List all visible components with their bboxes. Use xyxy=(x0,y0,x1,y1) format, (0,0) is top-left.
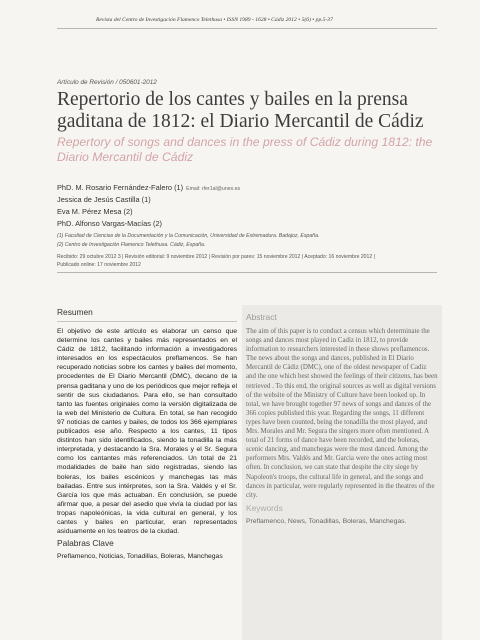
dates-line: Publicado online: 17 noviembre 2012 xyxy=(57,262,141,268)
dates-line: Recibido: 29 octubre 2012 3 | Revisión editorial: 9 noviembre 2012 | Revisión por pares: 15 noviembre 2012 | Aceptado: 16 noviembre 2012 | xyxy=(57,254,375,260)
abstract-heading: Abstract xyxy=(246,312,277,322)
article-title-spanish: Repertorio de los cantes y bailes en la prensa gaditana de 1812: el Diario Mercantil de Cádiz xyxy=(57,89,424,132)
author-line xyxy=(57,206,457,218)
author-line xyxy=(57,182,457,194)
author-name: Jessica de Jesús Castilla (1) xyxy=(57,195,151,204)
resumen-heading: Resumen xyxy=(57,307,237,322)
affiliation: (1) Facultad de Ciencias de la Documentación y la Comunicación, Universidad de Extremadura. Badajoz, España. xyxy=(57,233,320,239)
affiliation: (2) Centro de Investigación Flamenco Telethusa. Cádiz, España. xyxy=(57,242,206,248)
dates-rule xyxy=(57,272,437,273)
palabras-clave-heading: Palabras Clave xyxy=(57,538,114,549)
publication-dates xyxy=(57,253,437,269)
author-email[interactable]: Email: rfer1al@unex.es xyxy=(186,186,241,192)
resumen-text: El objetivo de este artículo es elaborar un censo que determine los cantes y bailes más representados en el Cádiz de 1812, facilitando información a investigadores interesados en los espectáculos preflamencos. Se han recuperado noticias sobre los cantes y bailes del momento, procedentes de El Diario Mercantil (DMC), decano de la prensa gaditana y uno de los periódicos que mejor refleja el sentir de sus ciudadanos. Para ello, se han consultado tanto las fuentes originales como la versión digitalizada de la web del Ministerio de Cultura. En total, se han recogido 97 noticias de cantes y bailes, de todos los 366 ejemplares publicados ese año. Respecto a los cantes, 11 tipos distintos han sido identificados, siendo la tonadilla la más interpretada, y destacando la Sra. Morales y el Sr. Segura como los cantantes más referenciados. Un total de 21 modalidades de baile han sido registradas, siendo las boleras, los bailes escénicos y manchegas las más bailadas. Entre sus intérpretes, son la Sra. Valdés y el Sr. García los que más actuaban. En conclusión, se puede afirmar que, a pesar del asedio que vivía la ciudad por las tropas napoleónicas, la vida cultural en general, y los cantes y bailes en particular, eran representados asiduamente en los teatros de la ciudad. xyxy=(57,328,237,536)
author-name: PhD. M. Rosario Fernández-Falero (1) xyxy=(57,183,184,192)
palabras-clave-text: Preflamenco, Noticias, Tonadillas, Boleras, Manchegas xyxy=(57,553,223,561)
resumen-column xyxy=(57,307,237,561)
author-line xyxy=(57,218,457,230)
abstract-column xyxy=(246,312,438,526)
article-title-english: Repertory of songs and dances in the press of Cádiz during 1812: the Diario Mercantil de Cádiz xyxy=(57,135,433,164)
running-head: Revista del Centro de Investigación Flamenco Telethusa • ISSN 1989 - 1628 • Cádiz 2012 • 5(6) • pp.5-37 xyxy=(96,17,333,23)
article-type: Artículo de Revisión / 050601-2012 xyxy=(57,79,157,86)
keywords-heading: Keywords xyxy=(246,502,283,513)
author-block xyxy=(57,182,457,250)
author-name: Eva M. Pérez Mesa (2) xyxy=(57,207,133,216)
abstract-text: The aim of this paper is to conduct a census which determinate the songs and dances most played in Cadiz in 1812, to provide information to researchers interested in these shows preflamencos. The news about the songs and dances, published in El Diario Mercantil de Cádiz (DMC), one of the oldest newspaper of Cadiz and the one which best showed the feelings of their citizens, has been retrieved . To this end, the original sources as well as digital versions of the website of the Ministry of Culture have been looked up. In total, we have brought together 97 news of songs and dances of the 366 copies published this year. Regarding the songs, 11 different types have been counted, being the tonadilla the most played, and Mrs. Morales and Mr. Segura the singers more often mentioned. A total of 21 forms of dance have been recorded, and the boleras, scenic dancing, and manchegas were the most danced. Among the performers Mrs. Valdés and Mr. Garcia were the ones acting most often. In conclusion, we can state that despite the city siege by Napoleon's troops, the cultural life in general, and the songs and dances in particular, were regularly represented in the theatres of the city. xyxy=(246,328,438,499)
keywords-text: Preflamenco, News, Tonadillas, Boleras, Manchegas. xyxy=(246,517,407,525)
header-rule xyxy=(57,28,437,29)
author-name: PhD. Alfonso Vargas-Macías (2) xyxy=(57,219,163,228)
author-line xyxy=(57,194,457,206)
